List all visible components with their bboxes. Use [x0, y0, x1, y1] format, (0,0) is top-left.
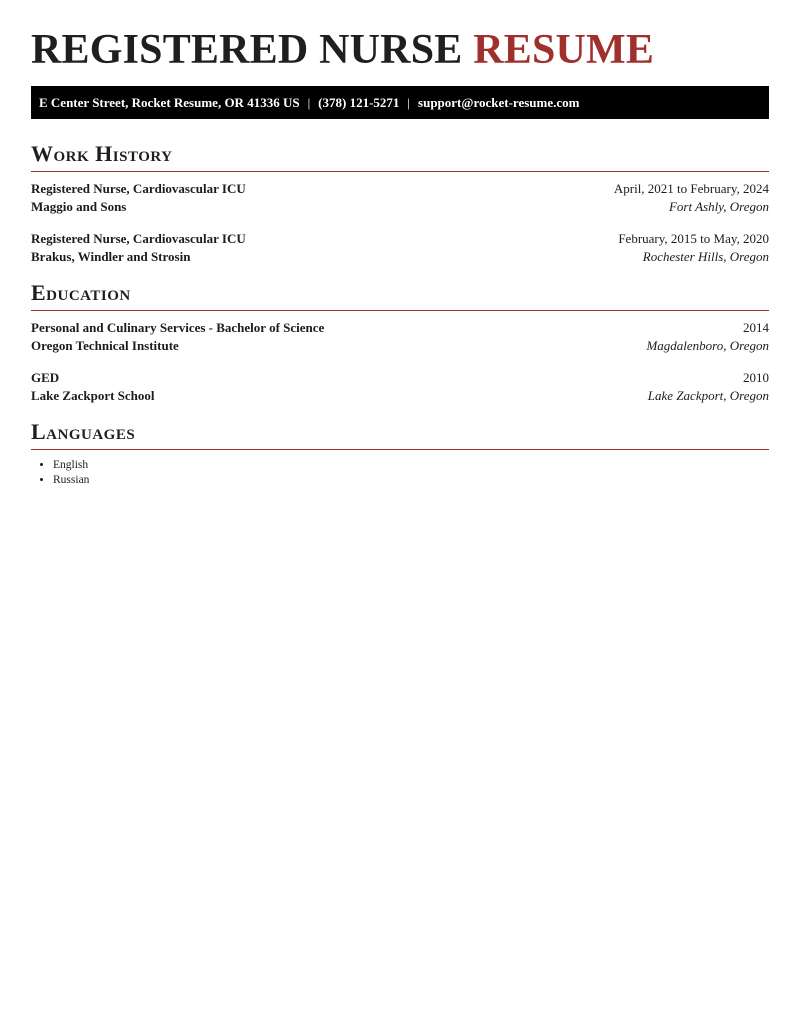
- contact-address: E Center Street, Rocket Resume, OR 41336 US: [39, 94, 300, 110]
- education-entry: [31, 369, 769, 404]
- resume-page: [0, 0, 800, 488]
- contact-separator: |: [307, 94, 311, 110]
- education-year: 2010: [743, 370, 769, 385]
- work-entry-top-row: [31, 180, 769, 198]
- job-title: Registered Nurse, Cardiovascular ICU: [31, 231, 246, 246]
- degree-name: Personal and Culinary Services - Bachelor of Science: [31, 320, 325, 335]
- company-name: Brakus, Windler and Strosin: [31, 248, 191, 264]
- work-history-heading: Work History: [31, 141, 173, 166]
- contact-bar: [31, 86, 769, 119]
- contact-separator: |: [407, 94, 411, 110]
- education-entry-top-row: [31, 369, 769, 387]
- work-entry: [31, 230, 769, 265]
- school-location: Magdalenboro, Oregon: [646, 337, 769, 353]
- resume-title: [31, 28, 769, 72]
- job-location: Fort Ashly, Oregon: [668, 198, 769, 214]
- language-item: • English: [53, 458, 769, 473]
- school-name: Oregon Technical Institute: [31, 337, 179, 353]
- education-year: 2014: [743, 320, 769, 335]
- degree-name: GED: [31, 370, 60, 385]
- languages-heading: Languages: [31, 419, 136, 444]
- section-divider: [31, 310, 769, 311]
- title-accent: RESUME: [473, 27, 655, 73]
- company-name: Maggio and Sons: [31, 198, 127, 214]
- section-divider: [31, 171, 769, 172]
- job-title: Registered Nurse, Cardiovascular ICU: [31, 181, 246, 196]
- job-dates: April, 2021 to February, 2024: [613, 181, 769, 196]
- education-entry-top-row: [31, 319, 769, 337]
- contact-phone[interactable]: (378) 121-5271: [318, 94, 400, 110]
- language-list: [31, 458, 769, 488]
- work-entry: [31, 180, 769, 215]
- education-entry-bottom-row: [31, 337, 769, 355]
- job-dates: February, 2015 to May, 2020: [618, 231, 769, 246]
- work-entry-top-row: [31, 230, 769, 248]
- section-divider: [31, 449, 769, 450]
- language-item: • Russian: [53, 473, 769, 488]
- education-entry: [31, 319, 769, 354]
- work-entry-bottom-row: [31, 248, 769, 266]
- education-entry-bottom-row: [31, 387, 769, 405]
- job-location: Rochester Hills, Oregon: [642, 248, 769, 264]
- title-main: REGISTERED NURSE: [31, 27, 463, 73]
- work-entry-bottom-row: [31, 198, 769, 216]
- education-heading: Education: [31, 280, 131, 305]
- school-name: Lake Zackport School: [31, 387, 155, 403]
- contact-email[interactable]: support@rocket-resume.com: [418, 94, 580, 110]
- school-location: Lake Zackport, Oregon: [647, 387, 769, 403]
